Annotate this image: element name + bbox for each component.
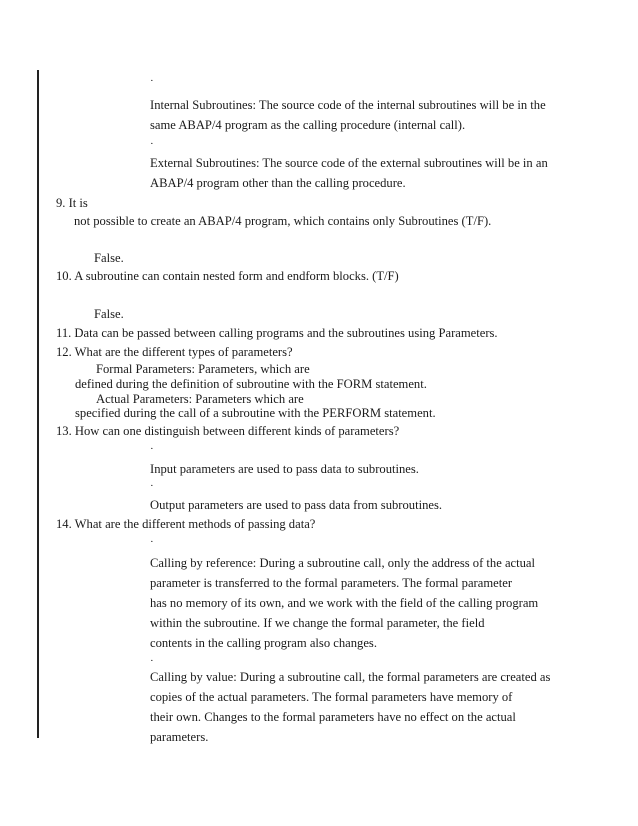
call-by-value-line-3: their own. Changes to the formal parameters have no effect on the actual: [150, 710, 516, 724]
actual-parameters-line-2: specified during the call of a subroutine with the PERFORM statement.: [75, 406, 436, 420]
question-10: 10. A subroutine can contain nested form and endform blocks. (T/F): [56, 269, 399, 283]
bullet-dot: ·: [150, 443, 154, 455]
formal-parameters-line-1: Formal Parameters: Parameters, which are: [96, 362, 310, 376]
bullet-dot: ·: [150, 138, 154, 150]
external-subroutines-line-1: External Subroutines: The source code of the external subroutines will be in an: [150, 156, 548, 170]
question-11: 11. Data can be passed between calling programs and the subroutines using Parameters.: [56, 326, 498, 340]
question-9-statement: not possible to create an ABAP/4 program, which contains only Subroutines (T/F).: [74, 214, 492, 228]
question-14: 14. What are the different methods of passing data?: [56, 517, 316, 531]
question-9-answer: False.: [94, 251, 124, 265]
question-10-answer: False.: [94, 307, 124, 321]
call-by-reference-line-2: parameter is transferred to the formal parameters. The formal parameter: [150, 576, 513, 590]
call-by-reference-line-1: Calling by reference: During a subroutine call, only the address of the actual: [150, 556, 536, 570]
call-by-value-line-4: parameters.: [150, 730, 209, 744]
call-by-reference-line-5: contents in the calling program also changes.: [150, 636, 377, 650]
output-parameters-text: Output parameters are used to pass data from subroutines.: [150, 498, 443, 512]
bullet-dot: ·: [150, 536, 154, 548]
internal-subroutines-line-1: Internal Subroutines: The source code of the internal subroutines will be in the: [150, 98, 546, 112]
question-9: 9. It is: [56, 196, 88, 210]
call-by-value-line-2: copies of the actual parameters. The formal parameters have memory of: [150, 690, 513, 704]
call-by-value-line-1: Calling by value: During a subroutine call, the formal parameters are created as: [150, 670, 551, 684]
call-by-reference-line-3: has no memory of its own, and we work with the field of the calling program: [150, 596, 539, 610]
margin-line: [37, 70, 39, 738]
actual-parameters-line-1: Actual Parameters: Parameters which are: [96, 392, 304, 406]
external-subroutines-line-2: ABAP/4 program other than the calling procedure.: [150, 176, 406, 190]
input-parameters-text: Input parameters are used to pass data to subroutines.: [150, 462, 419, 476]
question-13: 13. How can one distinguish between different kinds of parameters?: [56, 424, 400, 438]
question-12: 12. What are the different types of parameters?: [56, 345, 293, 359]
internal-subroutines-line-2: same ABAP/4 program as the calling procedure (internal call).: [150, 118, 466, 132]
bullet-dot: ·: [150, 480, 154, 492]
formal-parameters-line-2: defined during the definition of subroutine with the FORM statement.: [75, 377, 427, 391]
bullet-dot: ·: [150, 75, 154, 87]
call-by-reference-line-4: within the subroutine. If we change the formal parameter, the field: [150, 616, 485, 630]
bullet-dot: ·: [150, 655, 154, 667]
